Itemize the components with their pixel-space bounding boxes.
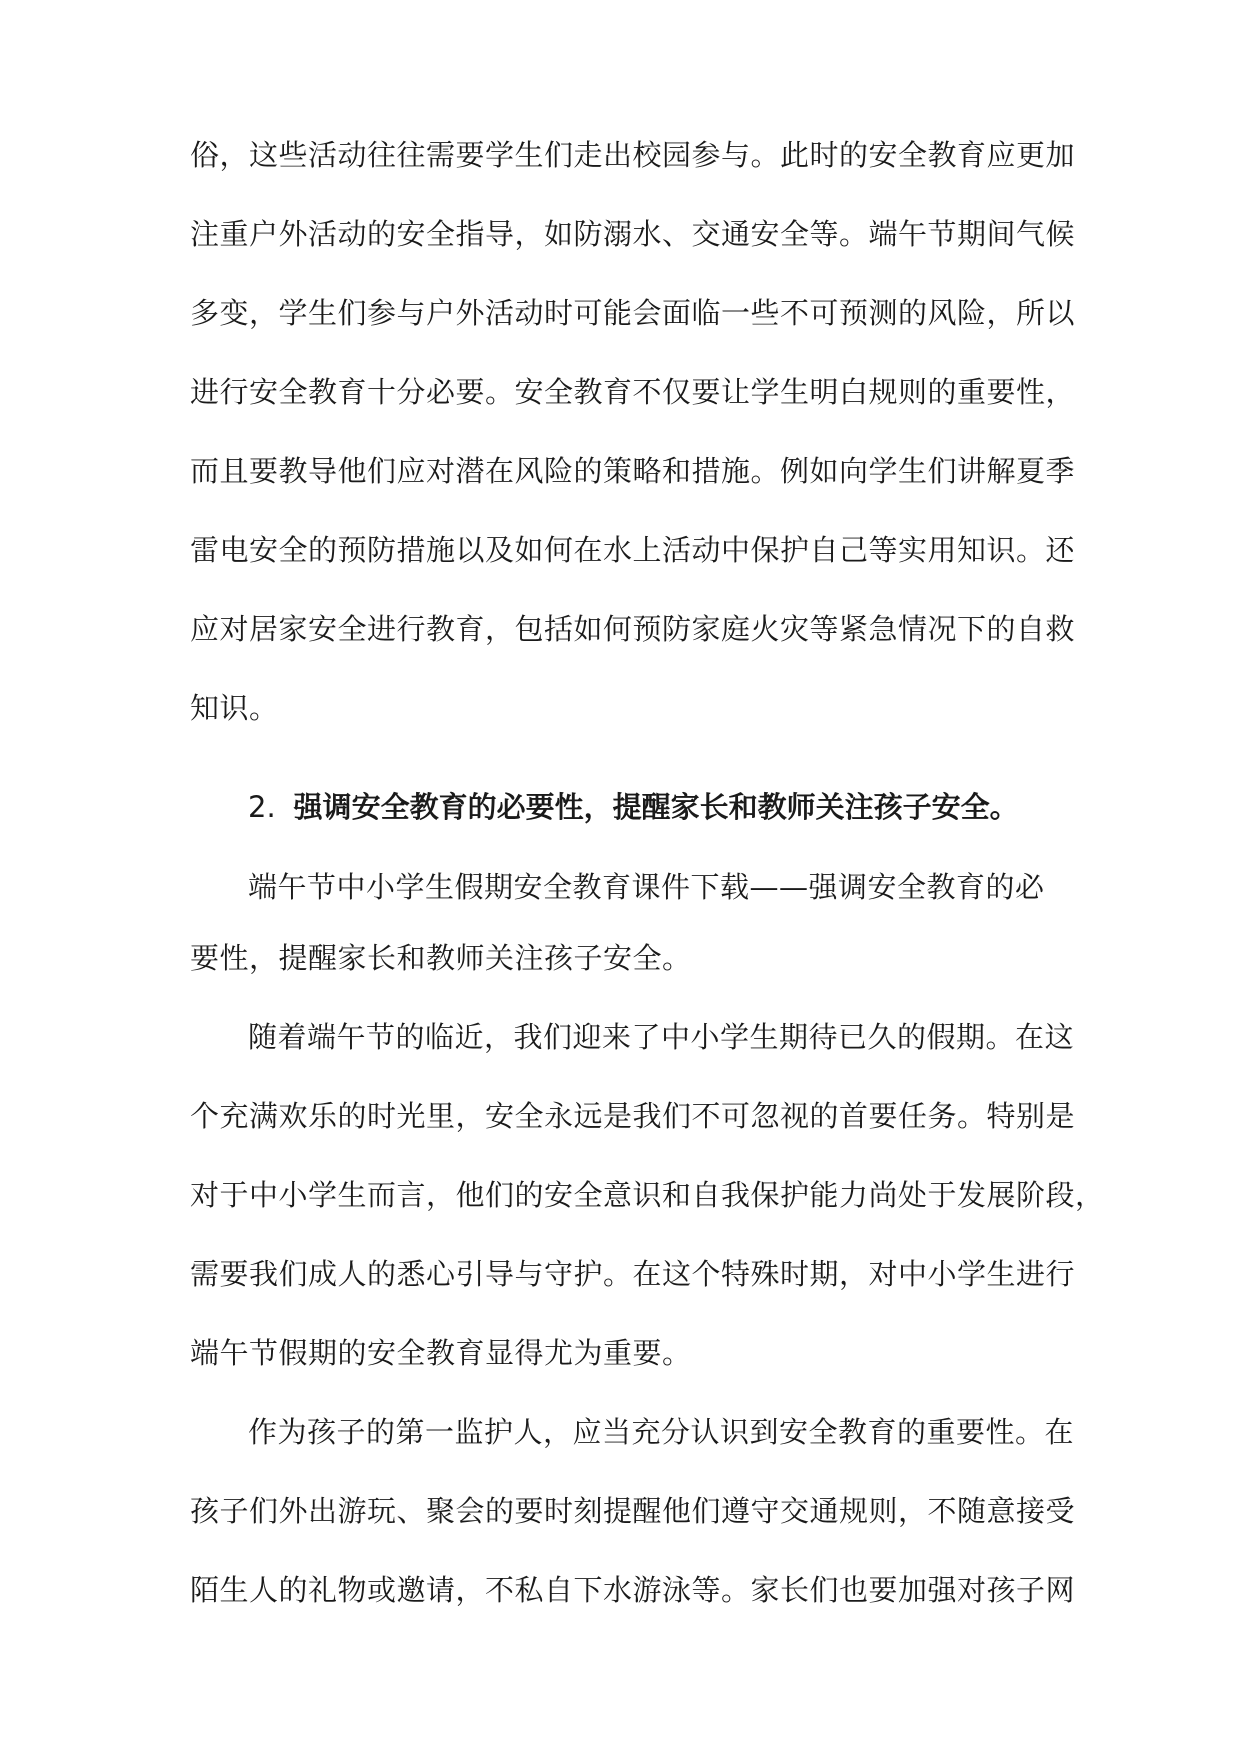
paragraph-line: 多变，学生们参与户外活动时可能会面临一些不可预测的风险，所以 <box>190 296 1076 330</box>
paragraph-line: 对于中小学生而言，他们的安全意识和自我保护能力尚处于发展阶段， <box>190 1178 1105 1212</box>
paragraph-line: 作为孩子的第一监护人，应当充分认识到安全教育的重要性。在 <box>248 1415 1075 1449</box>
paragraph-line: 而且要教导他们应对潜在风险的策略和措施。例如向学生们讲解夏季 <box>190 454 1076 488</box>
paragraph-line: 进行安全教育十分必要。安全教育不仅要让学生明白规则的重要性， <box>190 375 1076 409</box>
paragraph-line: 注重户外活动的安全指导，如防溺水、交通安全等。端午节期间气候 <box>190 217 1076 251</box>
paragraph-line: 需要我们成人的悉心引导与守护。在这个特殊时期，对中小学生进行 <box>190 1257 1076 1291</box>
paragraph-line: 端午节假期的安全教育显得尤为重要。 <box>190 1336 692 1370</box>
paragraph-line: 随着端午节的临近，我们迎来了中小学生期待已久的假期。在这 <box>248 1020 1075 1054</box>
section-title: 强调安全教育的必要性，提醒家长和教师关注孩子安全。 <box>293 790 1019 824</box>
paragraph-line: 雷电安全的预防措施以及如何在水上活动中保护自己等实用知识。还 <box>190 533 1076 567</box>
section-number: 2. <box>248 790 276 824</box>
paragraph-line: 俗，这些活动往往需要学生们走出校园参与。此时的安全教育应更加 <box>190 138 1076 172</box>
section-heading <box>248 787 1019 827</box>
paragraph-line: 个充满欢乐的时光里，安全永远是我们不可忽视的首要任务。特别是 <box>190 1099 1076 1133</box>
paragraph-line: 孩子们外出游玩、聚会的要时刻提醒他们遵守交通规则，不随意接受 <box>190 1494 1076 1528</box>
paragraph-line: 知识。 <box>190 691 279 725</box>
paragraph-line: 要性，提醒家长和教师关注孩子安全。 <box>190 941 692 975</box>
paragraph-line: 端午节中小学生假期安全教育课件下载——强调安全教育的必 <box>248 870 1045 904</box>
paragraph-line: 陌生人的礼物或邀请，不私自下水游泳等。家长们也要加强对孩子网 <box>190 1573 1076 1607</box>
paragraph-line: 应对居家安全进行教育，包括如何预防家庭火灾等紧急情况下的自救 <box>190 612 1076 646</box>
